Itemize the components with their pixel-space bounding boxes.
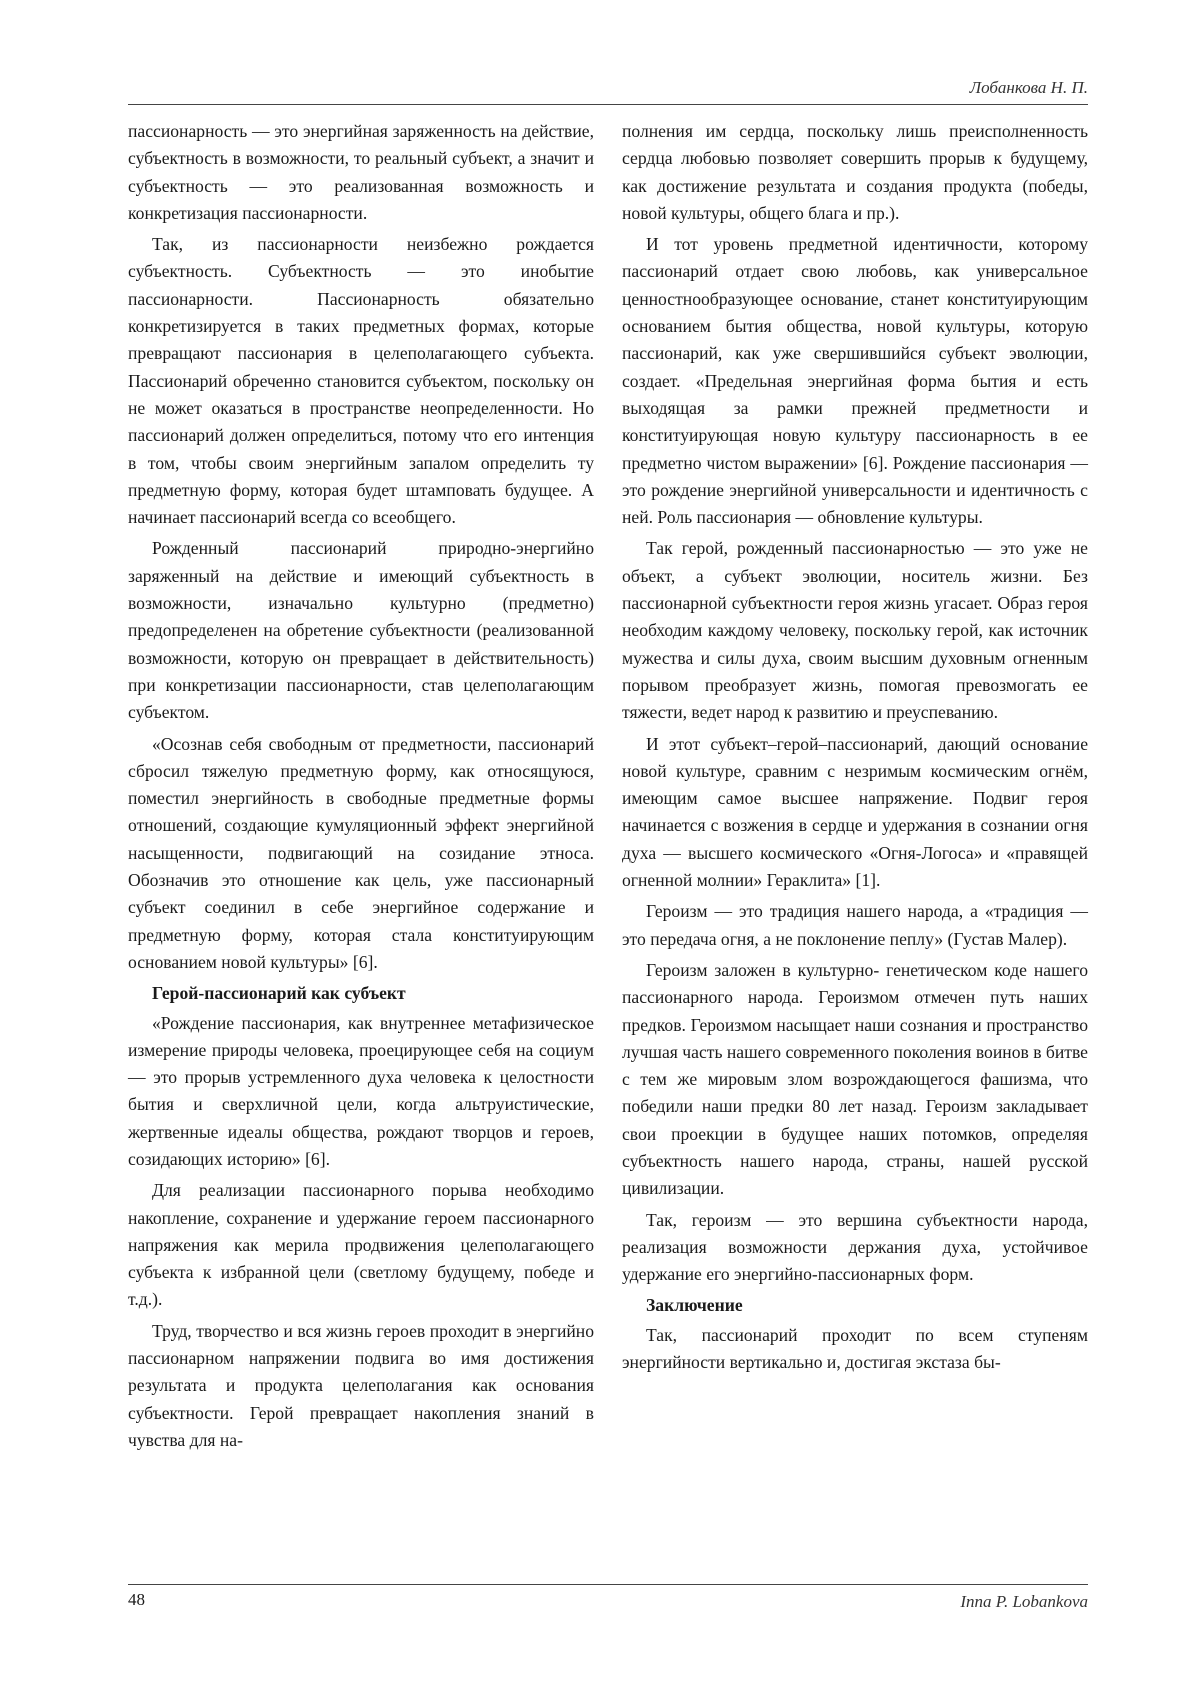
paragraph: полнения им сердца, поскольку лишь преисполненность сердца любовью позволяет совершить прорыв к будущему, как достижение результата и создания продукта (победы, новой культуры, общего блага и пр.). xyxy=(622,121,1088,223)
section-heading: Герой-пассионарий как субъект xyxy=(152,983,406,1004)
paragraph: Для реализации пассионарного порыва необходимо накопление, сохранение и удержание героем пассионарного напряжения как мерила продвижения целеполагающего субъекта к избранной цели (светлому будущему, победе и т.д.). xyxy=(128,1180,594,1310)
paragraph: Труд, творчество и вся жизнь героев проходит в энергийно пассионарном напряжении подвига во имя достижения результата и продукта целеполагания как основания субъектности. Герой превращает накопления знаний в чувства для на- xyxy=(128,1320,594,1450)
paragraph: «Рождение пассионария, как внутреннее метафизическое измерение природы человека, проецирующее себя на социум — это прорыв устремленного духа человека к целостности бытия и сверхличной цели, когда альтруистические, жертвенные идеалы общества, рождают творцов и героев, созидающих историю» [6]. xyxy=(128,1012,594,1169)
footer-rule xyxy=(128,1584,1088,1585)
paragraph: Героизм заложен в культурно- генетическом коде нашего пассионарного народа. Героизмом отмечен путь наших предков. Героизмом насыщает наши сознания и пространство лучшая часть нашего современного поколения воинов в битве с тем же мировым злом возрождающегося фашизма, что победили наши предки 80 лет назад. Героизм закладывает свои проекции в будущее наших потомков, определяя субъектность нашего народа, страны, нашей русской цивилизации. xyxy=(622,959,1088,1199)
right-column xyxy=(622,118,1088,1573)
paragraph: пассионарность — это энергийная заряженность на действие, субъектность в возможности, то реальный субъект, а значит и субъектность — это реализованная возможность и конкретизация пассионарности. xyxy=(128,121,594,223)
paragraph: Рожденный пассионарий природно-энергийно заряженный на действие и имеющий субъектность в возможности, изначально культурно (предметно) предопределенен на обретение субъектности (реализованной возможности, которую он превращает в действительность) при конкретизации пассионарности, став целеполагающим субъектом. xyxy=(128,538,594,723)
section-heading: Заключение xyxy=(646,1295,743,1316)
article-body xyxy=(128,118,1088,1573)
running-head xyxy=(128,78,1088,105)
page-number: 48 xyxy=(128,1590,145,1609)
paragraph: И тот уровень предметной идентичности, которому пассионарий отдает свою любовь, как универсальное ценностнообразующее основание, станет конституирующим основанием бытия общества, новой культуры, которую пассионарий, как уже свершившийся субъект эволюции, создает. «Предельная энергийная форма бытия и есть выходящая за рамки прежней предметности и конституирующая новую культуру пассионарность в ее предметно чистом выражении» [6]. Рождение пассионария — это рождение энергийной универсальности и идентичность с ней. Роль пассионария — обновление культуры. xyxy=(622,234,1088,528)
header-author: Лобанкова Н. П. xyxy=(969,78,1088,97)
paragraph: Так, пассионарий проходит по всем ступеням энергийности вертикально и, достигая экстаза бы- xyxy=(622,1324,1088,1373)
left-column xyxy=(128,118,594,1573)
paragraph: «Осознав себя свободным от предметности, пассионарий сбросил тяжелую предметную форму, как относящуюся, поместил энергийность в свободные предметные формы отношений, создающие кумуляционный эффект энергийной насыщенности, подвигающий на созидание этноса. Обозначив это отношение как цель, уже пассионарный субъект соединил в себе энергийное содержание и предметную форму, которая стала конституирующим основанием новой культуры» [6]. xyxy=(128,733,594,972)
footer-author: Inna P. Lobankova xyxy=(960,1592,1088,1611)
paragraph: И этот субъект–герой–пассионарий, дающий основание новой культуре, сравним с незримым космическим огнём, имеющим самое высшее напряжение. Подвиг героя начинается с возжения в сердце и удержания в сознании огня духа — высшего космического «Огня-Логоса» и «правящей огненной молнии» Гераклита» [1]. xyxy=(622,733,1088,891)
paragraph: Героизм — это традиция нашего народа, а «традиция — это передача огня, а не поклонение пеплу» (Густав Малер). xyxy=(622,901,1088,949)
paragraph: Так, из пассионарности неизбежно рождается субъектность. Субъектность — это инобытие пассионарности. Пассионарность обязательно конкретизируется в таких предметных формах, которые превращают пассионария в целеполагающего субъекта. Пассионарий обреченно становится субъектом, поскольку он не может оказаться в пространстве неопределенности. Но пассионарий должен определиться, потому что его интенция в том, чтобы своим энергийным запалом определить ту предметную форму, которая будет штамповать будущее. А начинает пассионарий всегда со всеобщего. xyxy=(128,234,594,528)
paragraph: Так, героизм — это вершина субъектности народа, реализация возможности держания духа, устойчивое удержание его энергийно-пассионарных форм. xyxy=(622,1209,1088,1285)
paragraph: Так герой, рожденный пассионарностью — это уже не объект, а субъект эволюции, носитель жизни. Без пассионарной субъектности героя жизнь угасает. Образ героя необходим каждому человеку, поскольку герой, как источник мужества и силы духа, своим высшим духовным огненным порывом преобразует жизнь, помогая превозмогать ее тяжести, ведет народ к развитию и преуспеванию. xyxy=(622,538,1088,723)
